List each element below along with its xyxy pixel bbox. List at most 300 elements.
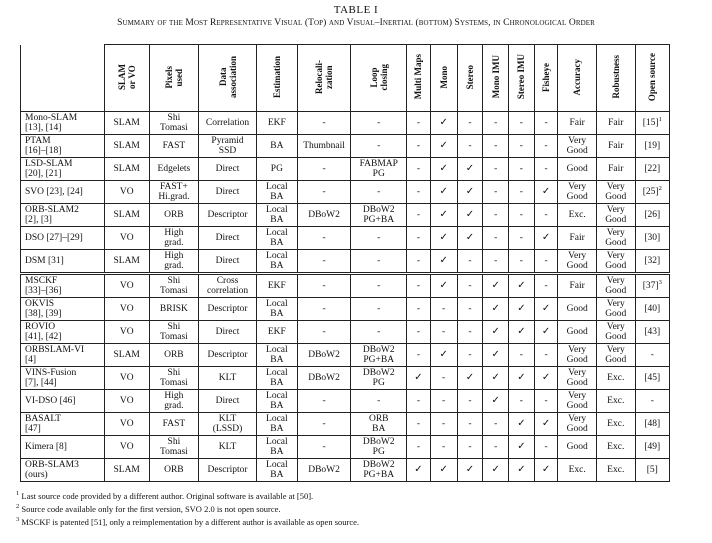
table-cell: - bbox=[483, 250, 509, 274]
table-cell: ✓ bbox=[457, 459, 483, 482]
table-cell: - bbox=[534, 250, 558, 274]
table-cell: Direct bbox=[199, 158, 257, 181]
table-cell: ✓ bbox=[430, 344, 457, 367]
table-cell: - bbox=[407, 181, 431, 204]
table-cell: SLAM bbox=[104, 344, 149, 367]
table-cell: - bbox=[297, 298, 351, 321]
table-cell: Shi Tomasi bbox=[149, 367, 198, 390]
table-cell: Exc. bbox=[596, 367, 635, 390]
table-cell: - bbox=[297, 413, 351, 436]
table-cell: - bbox=[407, 158, 431, 181]
system-name-cell: MSCKF [33]–[36] bbox=[21, 274, 105, 298]
table-cell: High grad. bbox=[149, 250, 198, 274]
table-cell: Local BA bbox=[256, 298, 297, 321]
system-name-cell: VINS-Fusion [7], [44] bbox=[21, 367, 105, 390]
column-header bbox=[635, 45, 669, 112]
footnote-ref: 2 bbox=[658, 184, 662, 192]
table-cell: - bbox=[457, 298, 483, 321]
table-cell: - bbox=[297, 390, 351, 413]
column-header bbox=[483, 45, 509, 112]
footnote-ref: 3 bbox=[658, 278, 662, 286]
table-cell: Very Good bbox=[596, 250, 635, 274]
table-row bbox=[21, 181, 670, 204]
table-cell: SLAM bbox=[104, 204, 149, 227]
table-cell: [45] bbox=[635, 367, 669, 390]
table-cell: ✓ bbox=[430, 135, 457, 158]
column-header bbox=[430, 45, 457, 112]
column-header bbox=[104, 45, 149, 112]
table-cell: ✓ bbox=[430, 274, 457, 298]
table-cell: ORB bbox=[149, 204, 198, 227]
table-cell: Direct bbox=[199, 321, 257, 344]
column-header bbox=[351, 45, 407, 112]
table-cell: - bbox=[483, 158, 509, 181]
table-cell: - bbox=[457, 344, 483, 367]
table-row bbox=[21, 158, 670, 181]
table-cell: ORB BA bbox=[351, 413, 407, 436]
table-row bbox=[21, 390, 670, 413]
table-cell: Cross correlation bbox=[199, 274, 257, 298]
table-cell: ✓ bbox=[534, 321, 558, 344]
table-cell: VO bbox=[104, 367, 149, 390]
table-cell: VO bbox=[104, 390, 149, 413]
table-cell: - bbox=[407, 390, 431, 413]
column-header bbox=[558, 45, 597, 112]
table-cell: DBoW2 bbox=[297, 344, 351, 367]
table-row bbox=[21, 367, 670, 390]
column-header bbox=[407, 45, 431, 112]
table-cell: Good bbox=[558, 158, 597, 181]
table-cell: Descriptor bbox=[199, 344, 257, 367]
table-cell: - bbox=[483, 436, 509, 459]
table-cell: - bbox=[509, 112, 535, 135]
table-cell: Local BA bbox=[256, 227, 297, 250]
footnote-3: $^3$ MSCKF is patented [51], only a reimplementation by a different author is available as open source. bbox=[16, 516, 360, 527]
table-cell: ✓ bbox=[430, 158, 457, 181]
table-cell: $[15]^1$ bbox=[635, 112, 669, 135]
table-cell: KLT bbox=[199, 436, 257, 459]
system-name-cell: BASALT [47] bbox=[21, 413, 105, 436]
table-cell: ✓ bbox=[509, 413, 535, 436]
table-cell: - bbox=[457, 321, 483, 344]
table-cell: - bbox=[351, 181, 407, 204]
table-cell: - bbox=[534, 112, 558, 135]
systems-table bbox=[20, 44, 670, 482]
table-cell: SLAM bbox=[104, 112, 149, 135]
table-cell: ✓ bbox=[483, 367, 509, 390]
table-cell: - bbox=[635, 390, 669, 413]
table-cell: - bbox=[430, 413, 457, 436]
system-name-cell: ROVIO [41], [42] bbox=[21, 321, 105, 344]
table-cell: DBoW2 PG bbox=[351, 436, 407, 459]
table-cell: ✓ bbox=[430, 204, 457, 227]
table-cell: ORB bbox=[149, 459, 198, 482]
table-cell: Shi Tomasi bbox=[149, 274, 198, 298]
table-cell: - bbox=[351, 112, 407, 135]
table-cell: Descriptor bbox=[199, 204, 257, 227]
table-cell: - bbox=[407, 344, 431, 367]
table-cell: Very Good bbox=[596, 344, 635, 367]
column-header-label: Relocali- zation bbox=[314, 60, 335, 94]
table-cell: - bbox=[534, 158, 558, 181]
table-cell: Local BA bbox=[256, 413, 297, 436]
table-cell: ✓ bbox=[483, 344, 509, 367]
column-header-label: Stereo IMU bbox=[516, 54, 527, 100]
column-header-label: Estimation bbox=[271, 55, 282, 98]
column-header-label: Open source bbox=[647, 52, 658, 102]
table-row bbox=[21, 321, 670, 344]
table-cell: Local BA bbox=[256, 390, 297, 413]
column-header bbox=[149, 45, 198, 112]
table-cell: Correlation bbox=[199, 112, 257, 135]
table-cell: ✓ bbox=[483, 390, 509, 413]
table-cell: Fair bbox=[558, 112, 597, 135]
table-cell: Shi Tomasi bbox=[149, 112, 198, 135]
table-cell: ✓ bbox=[534, 367, 558, 390]
column-header-label: Stereo bbox=[464, 64, 475, 90]
column-header-label: Pixels used bbox=[163, 65, 184, 89]
table-cell: - bbox=[351, 135, 407, 158]
table-cell: ✓ bbox=[534, 459, 558, 482]
table-cell: EKF bbox=[256, 112, 297, 135]
table-cell: ✓ bbox=[407, 367, 431, 390]
table-cell: ✓ bbox=[483, 459, 509, 482]
table-cell: - bbox=[483, 413, 509, 436]
table-cell: - bbox=[407, 112, 431, 135]
footnote-2: $^2$ Source code available only for the first version, SVO 2.0 is not open source. bbox=[16, 503, 281, 514]
table-cell: - bbox=[407, 274, 431, 298]
table-cell: Fair bbox=[596, 135, 635, 158]
table-cell: [26] bbox=[635, 204, 669, 227]
table-cell: [43] bbox=[635, 321, 669, 344]
table-cell: KLT bbox=[199, 367, 257, 390]
table-cell: VO bbox=[104, 436, 149, 459]
table-cell: Very Good bbox=[558, 367, 597, 390]
table-cell: Very Good bbox=[558, 390, 597, 413]
table-cell: ORB bbox=[149, 344, 198, 367]
column-header bbox=[199, 45, 257, 112]
table-cell: $[25]^2$ bbox=[635, 181, 669, 204]
table-cell: Very Good bbox=[558, 344, 597, 367]
table-cell: VO bbox=[104, 181, 149, 204]
table-cell: Very Good bbox=[596, 298, 635, 321]
system-name-cell: PTAM [16]–[18] bbox=[21, 135, 105, 158]
table-cell: ✓ bbox=[457, 204, 483, 227]
table-cell: [40] bbox=[635, 298, 669, 321]
table-cell: Local BA bbox=[256, 367, 297, 390]
table-cell: - bbox=[407, 413, 431, 436]
table-cell: - bbox=[509, 135, 535, 158]
table-cell: SLAM bbox=[104, 250, 149, 274]
system-name-cell: VI-DSO [46] bbox=[21, 390, 105, 413]
table-cell: - bbox=[430, 298, 457, 321]
table-row bbox=[21, 413, 670, 436]
column-header bbox=[509, 45, 535, 112]
table-cell: SLAM bbox=[104, 459, 149, 482]
table-cell: - bbox=[534, 204, 558, 227]
table-cell: Exc. bbox=[558, 204, 597, 227]
table-cell: Direct bbox=[199, 250, 257, 274]
table-cell: - bbox=[483, 112, 509, 135]
table-cell: - bbox=[407, 204, 431, 227]
table-cell: - bbox=[297, 112, 351, 135]
table-cell: Local BA bbox=[256, 436, 297, 459]
table-cell: Very Good bbox=[596, 204, 635, 227]
table-row bbox=[21, 344, 670, 367]
table-cell: - bbox=[351, 274, 407, 298]
table-cell: ✓ bbox=[509, 321, 535, 344]
table-cell: Shi Tomasi bbox=[149, 436, 198, 459]
column-header-label: Robustness bbox=[610, 55, 621, 99]
table-cell: Local BA bbox=[256, 459, 297, 482]
table-row bbox=[21, 274, 670, 298]
table-cell: Local BA bbox=[256, 250, 297, 274]
column-header bbox=[256, 45, 297, 112]
table-cell: - bbox=[297, 250, 351, 274]
table-cell: ✓ bbox=[457, 181, 483, 204]
table-row bbox=[21, 112, 670, 135]
table-cell: Very Good bbox=[558, 250, 597, 274]
table-cell: - bbox=[407, 135, 431, 158]
table-cell: Descriptor bbox=[199, 459, 257, 482]
table-cell: Thumbnail bbox=[297, 135, 351, 158]
table-cell: - bbox=[534, 436, 558, 459]
table-cell: ✓ bbox=[483, 298, 509, 321]
table-cell: Local BA bbox=[256, 204, 297, 227]
system-name-cell: ORBSLAM-VI [4] bbox=[21, 344, 105, 367]
system-name-cell: SVO [23], [24] bbox=[21, 181, 105, 204]
table-cell: ✓ bbox=[457, 227, 483, 250]
system-name-cell: DSM [31] bbox=[21, 250, 105, 274]
table-cell: - bbox=[457, 250, 483, 274]
table-row bbox=[21, 135, 670, 158]
table-cell: EKF bbox=[256, 274, 297, 298]
table-cell: VO bbox=[104, 321, 149, 344]
table-cell: Direct bbox=[199, 227, 257, 250]
table-cell: VO bbox=[104, 298, 149, 321]
table-cell: Fair bbox=[558, 274, 597, 298]
table-cell: - bbox=[407, 436, 431, 459]
table-cell: Fair bbox=[558, 227, 597, 250]
table-cell: KLT (LSSD) bbox=[199, 413, 257, 436]
table-cell: ✓ bbox=[509, 298, 535, 321]
table-cell: High grad. bbox=[149, 390, 198, 413]
table-cell: Very Good bbox=[596, 321, 635, 344]
system-name-cell: ORB-SLAM2 [2], [3] bbox=[21, 204, 105, 227]
table-cell: [5] bbox=[635, 459, 669, 482]
table-cell: [19] bbox=[635, 135, 669, 158]
table-cell: PG bbox=[256, 158, 297, 181]
table-cell: Very Good bbox=[558, 181, 597, 204]
table-cell: ✓ bbox=[509, 436, 535, 459]
table-cell: - bbox=[509, 204, 535, 227]
table-cell: - bbox=[483, 135, 509, 158]
column-header bbox=[457, 45, 483, 112]
table-cell: ✓ bbox=[509, 459, 535, 482]
corner-cell bbox=[21, 45, 105, 112]
table-cell: - bbox=[483, 204, 509, 227]
table-cell: Local BA bbox=[256, 344, 297, 367]
system-name-cell: ORB-SLAM3 (ours) bbox=[21, 459, 105, 482]
table-cell: ✓ bbox=[483, 274, 509, 298]
table-cell: VO bbox=[104, 413, 149, 436]
table-cell: ✓ bbox=[509, 274, 535, 298]
table-cell: Fair bbox=[596, 158, 635, 181]
table-cell: Exc. bbox=[596, 390, 635, 413]
table-cell: - bbox=[457, 413, 483, 436]
table-cell: Exc. bbox=[596, 436, 635, 459]
table-cell: [22] bbox=[635, 158, 669, 181]
table-cell: Direct bbox=[199, 181, 257, 204]
table-cell: - bbox=[407, 321, 431, 344]
table-cell: Direct bbox=[199, 390, 257, 413]
table-row bbox=[21, 250, 670, 274]
column-header-label: Mono IMU bbox=[490, 55, 501, 99]
table-cell: $[37]^3$ bbox=[635, 274, 669, 298]
table-cell: [48] bbox=[635, 413, 669, 436]
table-cell: - bbox=[297, 436, 351, 459]
table-cell: - bbox=[430, 321, 457, 344]
table-cell: - bbox=[457, 390, 483, 413]
table-row bbox=[21, 204, 670, 227]
table-cell: DBoW2 PG+BA bbox=[351, 459, 407, 482]
table-cell: VO bbox=[104, 227, 149, 250]
table-body bbox=[21, 112, 670, 482]
table-cell: Good bbox=[558, 298, 597, 321]
table-cell: - bbox=[534, 390, 558, 413]
table-cell: [49] bbox=[635, 436, 669, 459]
table-cell: ✓ bbox=[430, 181, 457, 204]
table-cell: FAST bbox=[149, 413, 198, 436]
table-cell: BA bbox=[256, 135, 297, 158]
table-cell: - bbox=[509, 390, 535, 413]
table-row bbox=[21, 459, 670, 482]
table-caption: Summary of the Most Representative Visual (Top) and Visual–Inertial (bottom) Systems, in Chronological Order bbox=[117, 18, 595, 28]
table-cell: - bbox=[483, 227, 509, 250]
table-cell: - bbox=[509, 181, 535, 204]
table-cell: EKF bbox=[256, 321, 297, 344]
table-cell: - bbox=[457, 436, 483, 459]
table-label: TABLE I bbox=[333, 4, 379, 16]
table-cell: - bbox=[534, 274, 558, 298]
column-header bbox=[534, 45, 558, 112]
table-cell: - bbox=[430, 390, 457, 413]
table-cell: ✓ bbox=[430, 459, 457, 482]
table-cell: DBoW2 bbox=[297, 459, 351, 482]
table-cell: - bbox=[297, 274, 351, 298]
table-cell: [32] bbox=[635, 250, 669, 274]
column-header-label: SLAM or VO bbox=[116, 63, 137, 90]
table-cell: VO bbox=[104, 274, 149, 298]
table-cell: - bbox=[297, 158, 351, 181]
table-cell: - bbox=[509, 158, 535, 181]
table-cell: FAST+ Hi.grad. bbox=[149, 181, 198, 204]
system-name-cell: Mono-SLAM [13], [14] bbox=[21, 112, 105, 135]
table-cell: - bbox=[430, 436, 457, 459]
table-cell: Very Good bbox=[558, 413, 597, 436]
table-cell: - bbox=[297, 321, 351, 344]
table-cell: ✓ bbox=[457, 367, 483, 390]
table-cell: - bbox=[351, 298, 407, 321]
table-cell: - bbox=[407, 298, 431, 321]
table-cell: Shi Tomasi bbox=[149, 321, 198, 344]
table-cell: - bbox=[534, 135, 558, 158]
table-cell: BRISK bbox=[149, 298, 198, 321]
table-cell: - bbox=[457, 274, 483, 298]
table-cell: - bbox=[483, 181, 509, 204]
table-cell: ✓ bbox=[457, 158, 483, 181]
table-cell: ✓ bbox=[483, 321, 509, 344]
table-cell: - bbox=[430, 367, 457, 390]
column-header-label: Accuracy bbox=[572, 58, 583, 96]
system-name-cell: DSO [27]–[29] bbox=[21, 227, 105, 250]
column-header bbox=[596, 45, 635, 112]
table-cell: - bbox=[351, 321, 407, 344]
table-cell: ✓ bbox=[430, 227, 457, 250]
table-row bbox=[21, 436, 670, 459]
table-cell: - bbox=[351, 250, 407, 274]
table-row bbox=[21, 227, 670, 250]
footnote-1: $^1$ Last source code provided by a different author. Original software is available at [50]. bbox=[16, 490, 314, 501]
column-header-label: Data association bbox=[217, 55, 238, 98]
table-cell: Very Good bbox=[558, 135, 597, 158]
table-cell: - bbox=[509, 227, 535, 250]
footnote-ref: 1 bbox=[658, 115, 662, 123]
system-name-cell: LSD-SLAM [20], [21] bbox=[21, 158, 105, 181]
column-header bbox=[297, 45, 351, 112]
table-cell: DBoW2 bbox=[297, 204, 351, 227]
table-cell: DBoW2 PG+BA bbox=[351, 344, 407, 367]
table-cell: DBoW2 bbox=[297, 367, 351, 390]
table-cell: ✓ bbox=[534, 413, 558, 436]
table-cell: - bbox=[351, 390, 407, 413]
table-cell: [30] bbox=[635, 227, 669, 250]
column-header-label: Loop closing bbox=[368, 63, 389, 91]
table-cell: - bbox=[534, 344, 558, 367]
header-row bbox=[21, 45, 670, 112]
table-cell: - bbox=[509, 344, 535, 367]
table-cell: ✓ bbox=[430, 250, 457, 274]
table-cell: - bbox=[297, 227, 351, 250]
table-cell: - bbox=[635, 344, 669, 367]
table-cell: Exc. bbox=[596, 413, 635, 436]
table-cell: DBoW2 PG bbox=[351, 367, 407, 390]
table-cell: Very Good bbox=[596, 227, 635, 250]
table-cell: Descriptor bbox=[199, 298, 257, 321]
table-cell: Very Good bbox=[596, 181, 635, 204]
table-cell: ✓ bbox=[430, 112, 457, 135]
table-cell: DBoW2 PG+BA bbox=[351, 204, 407, 227]
system-name-cell: OKVIS [38], [39] bbox=[21, 298, 105, 321]
table-cell: Very Good bbox=[596, 274, 635, 298]
table-cell: ✓ bbox=[534, 298, 558, 321]
system-name-cell: Kimera [8] bbox=[21, 436, 105, 459]
table-cell: Edgelets bbox=[149, 158, 198, 181]
table-cell: Exc. bbox=[558, 459, 597, 482]
table-cell: - bbox=[509, 250, 535, 274]
table-cell: Local BA bbox=[256, 181, 297, 204]
table-cell: High grad. bbox=[149, 227, 198, 250]
table-cell: - bbox=[457, 112, 483, 135]
table-cell: - bbox=[297, 181, 351, 204]
table-cell: - bbox=[407, 250, 431, 274]
table-cell: ✓ bbox=[534, 181, 558, 204]
table-cell: - bbox=[351, 227, 407, 250]
table-cell: Good bbox=[558, 436, 597, 459]
column-header-label: Mono bbox=[438, 65, 449, 89]
table-cell: FAST bbox=[149, 135, 198, 158]
column-header-label: Multi Maps bbox=[413, 54, 424, 100]
